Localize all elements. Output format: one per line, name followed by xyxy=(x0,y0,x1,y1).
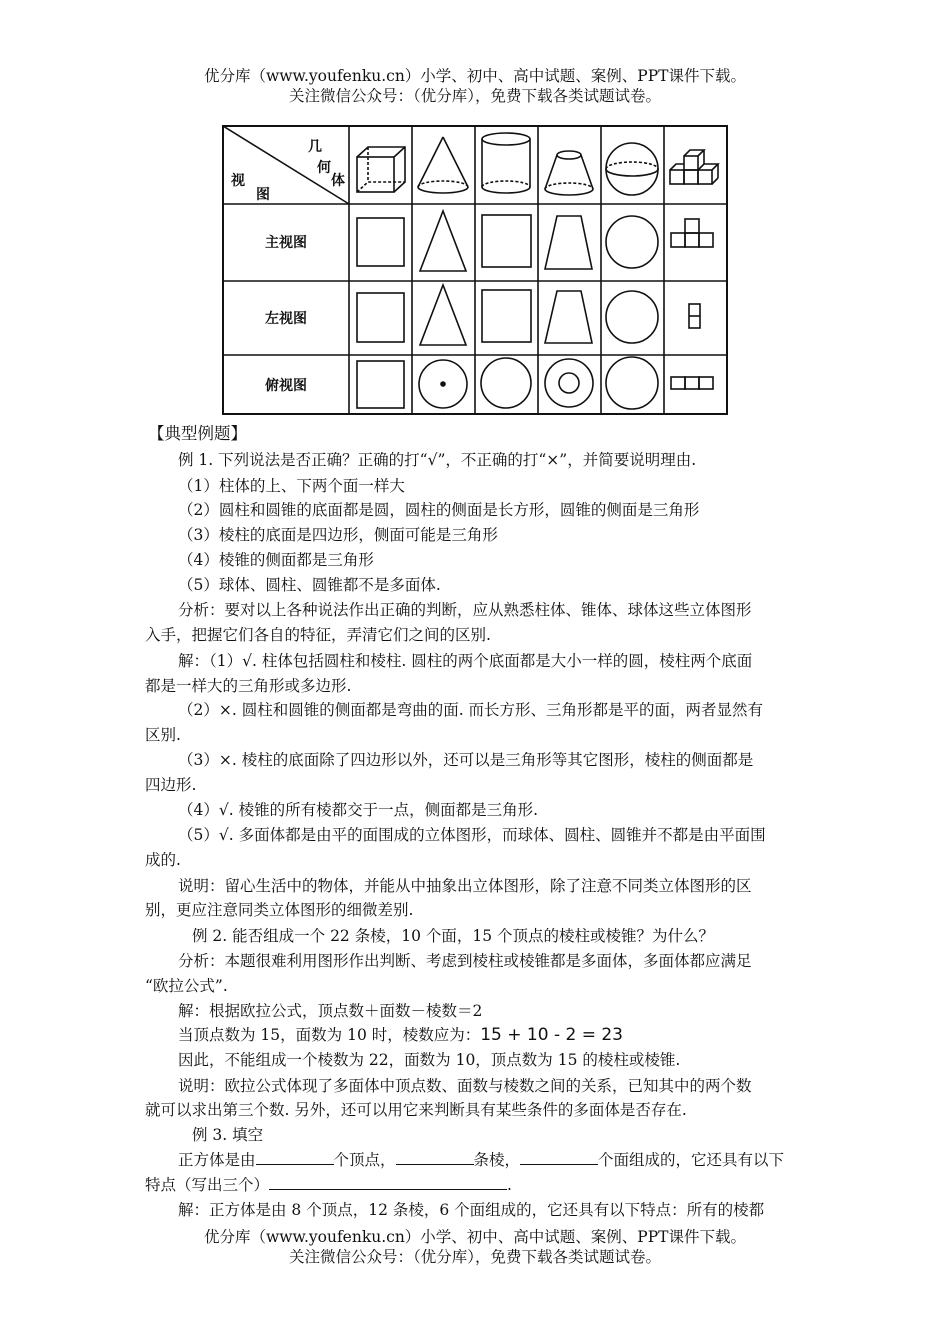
solution-1-line-1: 解：（1）√. 柱体包括圆柱和棱柱. 圆柱的两个底面都是大小一样的圆，棱柱两个底面 xyxy=(178,652,753,670)
cylinder-front-view xyxy=(482,215,531,267)
example-1-question: 例 1. 下列说法是否正确？正确的打“√”，不正确的打“×”，并简要说明理由. xyxy=(178,451,697,469)
corner-label-ti: 体 xyxy=(331,173,345,189)
page-footer xyxy=(0,1227,950,1267)
header-line-1: 优分库（www.youfenku.cn）小学、初中、高中试题、案例、PPT课件下载。 xyxy=(203,67,747,85)
frustum-left-view xyxy=(545,291,592,343)
analysis-1-line-2: 入手，把握它们各自的特征，弄清它们之间的区别. xyxy=(145,626,491,644)
ex3-text-a1: 正方体是由 xyxy=(178,1151,256,1169)
corner-label-ji: 几 xyxy=(308,139,322,155)
example-1-statement-5: （5）球体、圆柱、圆锥都不是多面体. xyxy=(178,576,441,594)
header-line-2: 关注微信公众号：（优分库），免费下载各类试题试卷。 xyxy=(288,87,661,105)
analysis-2-line-2: “欧拉公式”. xyxy=(145,977,228,995)
blank-faces[interactable] xyxy=(520,1150,598,1165)
example-2-question: 例 2. 能否组成一个 22 条棱，10 个面，15 个顶点的棱柱或棱锥？为什么？ xyxy=(192,927,715,945)
solution-3-line-2: 四边形. xyxy=(145,776,197,794)
example-3-question-line-2 xyxy=(145,1175,512,1195)
cylinder-solid xyxy=(482,133,530,193)
ex3-text-a2: 个顶点， xyxy=(333,1151,396,1169)
example-3-question-line-1 xyxy=(178,1150,784,1170)
row-label-top-view: 俯视图 xyxy=(265,378,307,394)
euler-formula: 15 + 10 - 2 = 23 xyxy=(480,1025,623,1045)
solution-4: （4）√. 棱锥的所有棱都交于一点，侧面都是三角形. xyxy=(178,801,539,819)
blank-features[interactable] xyxy=(269,1175,507,1190)
cone-top-view xyxy=(419,360,467,408)
solution-ex2-line-3: 因此，不能组成一个棱数为 22，面数为 10，顶点数为 15 的棱柱或棱锥. xyxy=(178,1051,681,1069)
solution-2-line-2: 区别. xyxy=(145,726,181,744)
sphere-solid xyxy=(606,143,658,195)
example-1-statement-1: （1）柱体的上、下两个面一样大 xyxy=(178,477,405,495)
sphere-front-view xyxy=(606,216,658,268)
section-title: 【典型例题】 xyxy=(148,424,247,443)
frustum-solid xyxy=(545,151,593,195)
solution-3-line-1: （3）×. 棱柱的底面除了四边形以外，还可以是三角形等其它图形，棱柱的侧面都是 xyxy=(178,751,754,769)
stacked-cubes-solid xyxy=(670,150,718,184)
solution-ex2-line-1: 解：根据欧拉公式，顶点数＋面数－棱数＝2 xyxy=(178,1002,483,1020)
solution-ex3-line-1: 解：正方体是由 8 个顶点，12 条棱，6 个面组成的，它还具有以下特点：所有的棱都 xyxy=(178,1201,765,1219)
page-header xyxy=(0,66,950,106)
three-view-table xyxy=(222,125,728,415)
example-1-statement-2: （2）圆柱和圆锥的底面都是圆，圆柱的侧面是长方形，圆锥的侧面是三角形 xyxy=(178,501,700,519)
sphere-left-view xyxy=(606,291,658,343)
footer-line-2: 关注微信公众号：（优分库），免费下载各类试题试卷。 xyxy=(288,1248,661,1266)
blank-edges[interactable] xyxy=(396,1150,474,1165)
cone-front-view xyxy=(420,211,466,271)
cube-left-view xyxy=(357,293,404,342)
solution-5-line-1: （5）√. 多面体都是由平的面围成的立体图形，而球体、圆柱、圆锥并不都是由平面围 xyxy=(178,826,766,844)
corner-label-tu: 图 xyxy=(256,187,270,203)
cone-left-view xyxy=(420,285,466,345)
note-1-line-1: 说明：留心生活中的物体，并能从中抽象出立体图形，除了注意不同类立体图形的区 xyxy=(178,877,752,895)
cube-front-view xyxy=(357,218,404,266)
cone-solid xyxy=(418,137,468,193)
note-2-line-2: 就可以求出第三个数. 另外，还可以用它来判断具有某些条件的多面体是否存在. xyxy=(145,1101,687,1119)
corner-label-shi: 视 xyxy=(231,173,245,189)
stacked-cubes-top-view xyxy=(671,377,713,389)
frustum-front-view xyxy=(545,216,592,269)
cylinder-top-view xyxy=(481,358,531,408)
frustum-top-view xyxy=(545,359,593,407)
solution-ex2-line-2 xyxy=(178,1025,623,1045)
row-label-front-view: 主视图 xyxy=(265,235,307,251)
ex3-text-a3: 条棱， xyxy=(473,1151,521,1169)
corner-label-he: 何 xyxy=(317,160,331,176)
example-3-title: 例 3. 填空 xyxy=(192,1126,264,1144)
ex3-text-a4: 个面组成的，它还具有以下 xyxy=(598,1151,785,1169)
analysis-1-line-1: 分析：要对以上各种说法作出正确的判断，应从熟悉柱体、锥体、球体这些立体图形 xyxy=(178,601,752,619)
analysis-2-line-1: 分析：本题很难利用图形作出判断、考虑到棱柱或棱锥都是多面体，多面体都应满足 xyxy=(178,952,752,970)
solution-5-line-2: 成的. xyxy=(145,851,181,869)
sphere-top-view xyxy=(606,357,658,409)
ex3-text-b1: 特点（写出三个） xyxy=(145,1176,270,1194)
stacked-cubes-left-view xyxy=(689,304,700,328)
cube-solid xyxy=(357,147,405,192)
table-grid xyxy=(223,126,727,414)
blank-vertices[interactable] xyxy=(256,1150,334,1165)
example-1-statement-3: （3）棱柱的底面是四边形，侧面可能是三角形 xyxy=(178,526,498,544)
cube-top-view xyxy=(357,361,404,408)
example-1-statement-4: （4）棱锥的侧面都是三角形 xyxy=(178,551,374,569)
note-1-line-2: 别，更应注意同类立体图形的细微差别. xyxy=(145,901,414,919)
note-2-line-1: 说明：欧拉公式体现了多面体中顶点数、面数与棱数之间的关系，已知其中的两个数 xyxy=(178,1077,752,1095)
row-label-left-view: 左视图 xyxy=(265,311,307,327)
footer-line-1: 优分库（www.youfenku.cn）小学、初中、高中试题、案例、PPT课件下载。 xyxy=(203,1228,747,1246)
solution-2-line-1: （2）×. 圆柱和圆锥的侧面都是弯曲的面. 而长方形、三角形都是平的面，两者显然有 xyxy=(178,701,764,719)
ex3-text-b2: . xyxy=(507,1176,512,1194)
stacked-cubes-front-view xyxy=(671,219,713,247)
cylinder-left-view xyxy=(482,290,531,342)
solution-1-line-2: 都是一样大的三角形或多边形. xyxy=(145,677,352,695)
solution-ex2-text: 当顶点数为 15，面数为 10 时，棱数应为： xyxy=(178,1026,481,1044)
